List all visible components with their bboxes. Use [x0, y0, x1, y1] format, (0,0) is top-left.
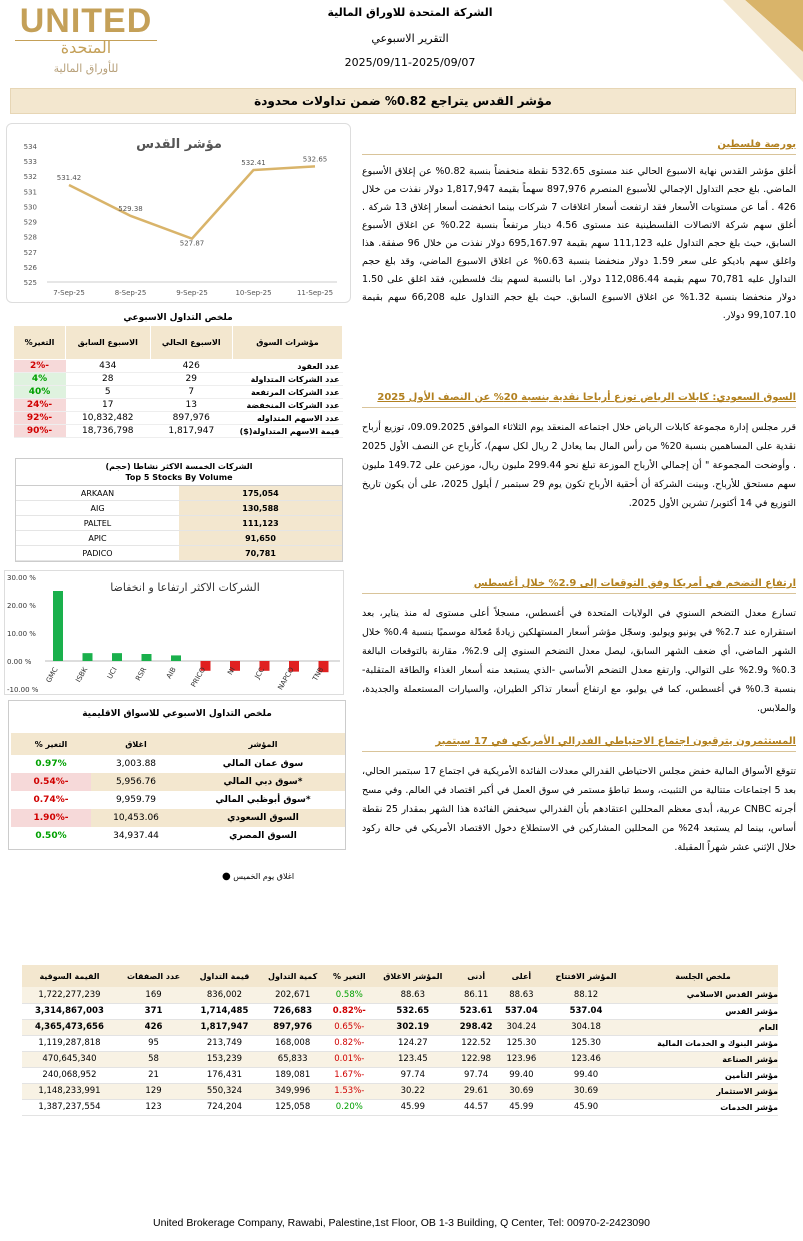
sector-cell: 0.20% [327, 1099, 373, 1115]
table-row [22, 1051, 778, 1067]
report-type: التقرير الاسبوعي [371, 32, 449, 45]
table-row [11, 791, 345, 809]
sector-name: مؤشر الصناعة [628, 1051, 778, 1067]
data-label: 532.41 [241, 159, 266, 168]
table-row [14, 412, 343, 425]
y-tick-label: 0.00 % [7, 658, 32, 666]
table-row [22, 1067, 778, 1083]
y-tick-label: 529 [23, 218, 37, 227]
sector-cell: -1.53% [327, 1083, 373, 1099]
market-close: 3,003.88 [115, 759, 157, 769]
x-tick-label: 8-Sep-25 [114, 289, 147, 297]
table-row [22, 1019, 778, 1035]
table-row [11, 809, 345, 827]
market-name: السوق المصري [229, 831, 297, 841]
current-week: 7 [150, 386, 232, 399]
y-tick-label: -10.00 % [7, 686, 39, 694]
sector-cell: 202,671 [259, 987, 327, 1003]
y-tick-label: 527 [23, 248, 37, 257]
previous-week: 18,736,798 [66, 425, 151, 438]
sector-cell: 304.18 [544, 1019, 628, 1035]
sector-name: مؤشر الاستثمار [628, 1083, 778, 1099]
sector-cell: 88.63 [499, 987, 544, 1003]
sector-cell: 470,645,340 [22, 1051, 117, 1067]
market-change: -1.90% [11, 809, 91, 827]
sector-cell: 1,387,237,554 [22, 1099, 117, 1115]
sector-cell: 45.90 [544, 1099, 628, 1115]
list-item [16, 516, 342, 531]
sector-cell: 1,817,947 [190, 1019, 259, 1035]
col-header: اغلاق [91, 733, 181, 755]
sector-cell: 21 [117, 1067, 190, 1083]
table-row [14, 399, 343, 412]
table-row [11, 755, 345, 773]
sector-cell: 125.30 [544, 1035, 628, 1051]
sector-cell: 1,119,287,818 [22, 1035, 117, 1051]
sector-cell: 123.45 [372, 1051, 454, 1067]
y-tick-label: 528 [23, 233, 37, 242]
market-change: 0.50% [35, 831, 67, 841]
market-close: 34,937.44 [113, 831, 159, 841]
sector-cell: 86.11 [454, 987, 499, 1003]
sector-cell: 189,081 [259, 1067, 327, 1083]
stock-volume: 91,650 [179, 531, 342, 545]
y-tick-label: 525 [23, 279, 37, 287]
company-name: الشركة المتحدة للاوراق المالية [327, 6, 493, 19]
y-tick-label: 533 [23, 158, 37, 167]
sector-cell: 58 [117, 1051, 190, 1067]
sector-cell: 122.52 [454, 1035, 499, 1051]
previous-week: 10,832,482 [66, 412, 151, 425]
sector-cell: 30.22 [372, 1083, 454, 1099]
gainers-losers-chart [4, 570, 344, 695]
sector-cell: 123 [117, 1099, 190, 1115]
sector-cell: 65,833 [259, 1051, 327, 1067]
corner-decoration [723, 0, 803, 82]
top5-title-ar: الشركات الخمسة الاكثر نشاطا (حجم) [105, 462, 253, 471]
table-row [22, 1099, 778, 1115]
y-tick-label: 531 [23, 188, 37, 197]
article-title: المستثمرون يترقبون اجتماع الاحتياطي الفدرالي الأمريكي في 17 سبتمبر [362, 733, 796, 752]
row-label: عدد الشركات المرتفعة [233, 386, 343, 399]
x-tick-label: TNB [311, 666, 326, 683]
x-tick-label: AIB [164, 666, 178, 681]
stock-volume: 175,054 [179, 486, 342, 500]
previous-week: 17 [66, 399, 151, 412]
sector-cell: -1.67% [327, 1067, 373, 1083]
sector-name: العام [628, 1019, 778, 1035]
data-label: 529.38 [118, 204, 143, 213]
list-item [16, 531, 342, 546]
sector-cell: 125,058 [259, 1099, 327, 1115]
table-row [14, 373, 343, 386]
table-row [11, 773, 345, 791]
current-week: 426 [150, 360, 232, 373]
sector-cell: -0.65% [327, 1019, 373, 1035]
stock-symbol: PALTEL [83, 519, 112, 528]
sector-cell: 99.40 [499, 1067, 544, 1083]
col-header: الاسبوع الحالي [150, 326, 232, 360]
sector-cell: 169 [117, 987, 190, 1003]
sector-name: مؤشر البنوك و الخدمات المالية [628, 1035, 778, 1051]
sector-cell: 304.24 [499, 1019, 544, 1035]
footer-address: United Brokerage Company, Rawabi, Palestine,1st Floor, OB 1-3 Building, Q Center, Tel: 00970-2-2423090 [153, 1217, 650, 1229]
market-change: -0.54% [11, 773, 91, 791]
row-label: عدد الاسهم المتداوله [233, 412, 343, 425]
sector-cell: 302.19 [372, 1019, 454, 1035]
sector-cell: 371 [117, 1003, 190, 1019]
sector-cell: 240,068,952 [22, 1067, 117, 1083]
col-header: أعلى [499, 965, 544, 987]
article-palestine [362, 136, 796, 325]
sector-cell: 532.65 [372, 1003, 454, 1019]
market-close: 5,956.76 [91, 773, 181, 791]
col-header: قيمة التداول [190, 965, 259, 987]
series-line [69, 166, 315, 238]
market-close: 9,959.79 [115, 795, 157, 805]
previous-week: 5 [66, 386, 151, 399]
sector-cell: 97.74 [454, 1067, 499, 1083]
top5-volume-table [15, 458, 343, 562]
row-label: عدد العقود [233, 360, 343, 373]
article-fed [362, 733, 796, 857]
sector-cell: 537.04 [499, 1003, 544, 1019]
change-pct: -92% [14, 412, 66, 425]
data-label: 532.65 [302, 155, 328, 164]
bar [83, 653, 93, 661]
article-body: تسارع معدل التضخم السنوي في الولايات المتحدة في أغسطس، مسجلاً أعلى مستوى له منذ يناير، بعد استقراره عند 2.7% في يونيو ويوليو. وسجّل مؤشر أسعار المستهلكين زيادةً مُعدّلة موسميًا بنسبة 0.4% خلال الشهر الماضي، أي ضعف الشهر السابق، ليصل معدل التضخم السنوي إلى 2.9%، مقارنة بالتوقعات البالغة 0.3% و2.9% على التوالي. وارتفع معدل التضخم الأساسي -الذي يستبعد منه أسعار الغذاء والطاقة المتقلبة- بنسبة 0.3% في أغسطس، كما في يوليو، مع ارتفاع أسعار تذاكر الطيران، والسيارات المستعملة والجديدة، والملابس. [362, 608, 797, 714]
sector-cell: 44.57 [454, 1099, 499, 1115]
sector-cell: 153,239 [190, 1051, 259, 1067]
logo-subtitle: للأوراق المالية [53, 62, 119, 75]
article-body: قرر مجلس إدارة مجموعة كابلات الرياض خلال اجتماعه المنعقد يوم الثلاثاء الموافق 09.09.2025، توزيع أرباح نقدية على المساهمين بنسبة 20% من رأس المال بما يعادل 2 ريال لكل سهم)، كأرباح عن النصف الأول 2025 . وأوضحت المجموعة " أن إجمالي الأرباح الموزعة تبلغ نحو 299.44 مليون ريال، موزعين على 149.72 مليون سهم مستحق للأرباح. وبينت الشركة أن أحقية الأرباح تكون يوم 29 سبتمبر / أيلول 2025، على أن يكون تاريخ التوزيع في 14 أكتوبر/ تشرين الأول 2025. [362, 422, 797, 509]
y-tick-label: 530 [23, 203, 37, 212]
market-name: *سوق دبي المالي [181, 773, 345, 791]
col-header: التغير % [327, 965, 373, 987]
regional-table [11, 733, 345, 845]
x-tick-label: 10-Sep-25 [235, 289, 272, 297]
market-change: 0.97% [35, 759, 67, 769]
change-pct: 4% [14, 373, 66, 386]
col-header: مؤشرات السوق [233, 326, 343, 360]
sector-cell: 3,314,867,003 [22, 1003, 117, 1019]
previous-week: 434 [66, 360, 151, 373]
col-header: القيمة السوقية [22, 965, 117, 987]
article-title: بورصة فلسطين [362, 136, 796, 155]
report-dates: 2025/09/11-2025/09/07 [344, 56, 476, 69]
headline-banner: مؤشر القدس يتراجع 0.82% ضمن تداولات محدودة [10, 88, 796, 114]
article-title: السوق السعودي: كابلات الرياض توزع أرباحا نقدية بنسبة 20% عن النصف الأول 2025 [362, 389, 796, 408]
market-change: -0.74% [33, 795, 69, 805]
x-tick-label: GMC [44, 666, 60, 685]
sector-name: مؤشر القدس [628, 1003, 778, 1019]
bar [53, 591, 63, 661]
sector-cell: 726,683 [259, 1003, 327, 1019]
col-header: الاسبوع السابق [66, 326, 151, 360]
sector-cell: -0.82% [327, 1003, 373, 1019]
table-row [14, 360, 343, 373]
sector-cell: 4,365,473,656 [22, 1019, 117, 1035]
article-title: ارتفاع التضخم في أمريكا وفق التوقعات إلى 2.9% خلال أغسطس [362, 575, 796, 594]
current-week: 13 [150, 399, 232, 412]
top5-title-en: Top 5 Stocks By Volume [125, 473, 233, 482]
x-tick-label: PRICO [189, 666, 208, 689]
market-name: سوق عمان المالي [222, 759, 304, 769]
change-pct: -2% [14, 360, 66, 373]
stock-volume: 70,781 [179, 546, 342, 560]
weekly-summary-table [13, 325, 343, 438]
y-tick-label: 10.00 % [7, 630, 36, 638]
row-label: عدد الشركات المنخفضة [233, 399, 343, 412]
regional-title: ملخص التداول الاسبوعي للاسواق الاقليمية [82, 709, 272, 719]
sector-cell: 95 [117, 1035, 190, 1051]
y-tick-label: 532 [23, 173, 37, 182]
article-saudi [362, 389, 796, 513]
sector-cell: 349,996 [259, 1083, 327, 1099]
x-tick-label: 7-Sep-25 [53, 289, 85, 297]
col-header: المؤشر الاغلاق [372, 965, 454, 987]
x-tick-label: UCI [105, 666, 119, 681]
sector-cell: 897,976 [259, 1019, 327, 1035]
sector-cell: -0.01% [327, 1051, 373, 1067]
sector-cell: 99.40 [544, 1067, 628, 1083]
logo-arabic: المتحدة [60, 38, 112, 57]
sector-cell: -0.82% [327, 1035, 373, 1051]
list-item [16, 546, 342, 561]
weekly-summary-title: ملخص التداول الاسبوعي [123, 313, 233, 323]
sector-cell: 129 [117, 1083, 190, 1099]
col-header: عدد الصفقات [117, 965, 190, 987]
sector-cell: 176,431 [190, 1067, 259, 1083]
sector-cell: 123.96 [499, 1051, 544, 1067]
sector-cell: 0.58% [327, 987, 373, 1003]
sector-cell: 1,148,233,991 [22, 1083, 117, 1099]
row-label: قيمة الاسهم المتداولة($) [233, 425, 343, 438]
sector-cell: 550,324 [190, 1083, 259, 1099]
current-week: 29 [150, 373, 232, 386]
market-close: 10,453.06 [91, 809, 181, 827]
x-tick-label: 9-Sep-25 [176, 289, 208, 297]
x-tick-label: 11-Sep-25 [296, 289, 334, 297]
stock-symbol: AIG [90, 504, 105, 513]
col-header: المؤشر [181, 733, 345, 755]
x-tick-label: NAPCO [276, 666, 296, 692]
col-header: كمية التداول [259, 965, 327, 987]
sector-cell: 88.12 [544, 987, 628, 1003]
sector-cell: 122.98 [454, 1051, 499, 1067]
sector-cell: 426 [117, 1019, 190, 1035]
y-tick-label: 20.00 % [7, 602, 36, 610]
article-inflation [362, 575, 796, 718]
change-pct: 40% [14, 386, 66, 399]
sector-cell: 523.61 [454, 1003, 499, 1019]
y-tick-label: 534 [23, 143, 37, 151]
x-tick-label: ISBK [74, 666, 90, 684]
sector-name: مؤشر التأمين [628, 1067, 778, 1083]
sector-summary-table [22, 965, 778, 1116]
sector-cell: 537.04 [544, 1003, 628, 1019]
x-tick-label: JCC [253, 666, 267, 681]
market-name: *سوق أبوظبي المالي [215, 795, 311, 805]
chart-title: مؤشر القدس [136, 137, 222, 152]
row-label: عدد الشركات المتداولة [233, 373, 343, 386]
article-body: تتوقع الأسواق المالية خفض مجلس الاحتياطي الفدرالي معدلات الفائدة الأمريكية في اجتماع 17 سبتمبر الحالي، بعد 5 اجتماعات متتالية من التثبيت، وسط تباطؤ مستمر في سوق العمل في أكبر اقتصاد في العالم. وفي مسح أجرته CNBC عربية، أبدى معظم المحللين اعتقادهم بأن الفدرالي سيخفض الفائدة هذا الشهر بمقدار 25 نقطة أساس، بينما لم يستبعد 24% من المحللين المشاركين في الاستطلاع دخول الاقتصاد الأمريكي في حالة ركود خلال الإثني عشر شهراً المقبلة. [362, 766, 797, 853]
x-tick-label: NI [226, 666, 237, 677]
stock-symbol: PADICO [82, 549, 113, 558]
regional-note: اغلاق يوم الخميس ● [222, 871, 295, 882]
bar [112, 653, 122, 661]
sector-name: مؤشر الخدمات [628, 1099, 778, 1115]
sector-cell: 836,002 [190, 987, 259, 1003]
stock-volume: 111,123 [179, 516, 342, 530]
stock-volume: 130,588 [179, 501, 342, 515]
change-pct: -24% [14, 399, 66, 412]
logo-wordmark: UNITED [19, 2, 153, 40]
quds-index-chart [6, 123, 351, 303]
sector-cell: 45.99 [499, 1099, 544, 1115]
change-pct: -90% [14, 425, 66, 438]
bar [142, 654, 152, 661]
table-row [11, 827, 345, 845]
sector-cell: 298.42 [454, 1019, 499, 1035]
table-row [14, 386, 343, 399]
sector-cell: 724,204 [190, 1099, 259, 1115]
table-row [22, 1083, 778, 1099]
sector-cell: 30.69 [499, 1083, 544, 1099]
sector-cell: 124.27 [372, 1035, 454, 1051]
col-header: التغير % [11, 733, 91, 755]
sector-cell: 1,722,277,239 [22, 987, 117, 1003]
y-tick-label: 30.00 % [7, 574, 36, 582]
market-name: السوق السعودي [181, 809, 345, 827]
sector-cell: 168,008 [259, 1035, 327, 1051]
previous-week: 28 [66, 373, 151, 386]
stock-symbol: ARKAAN [80, 489, 115, 498]
bar [171, 655, 181, 661]
stock-symbol: APIC [88, 534, 107, 543]
table-row [22, 1003, 778, 1019]
sector-cell: 45.99 [372, 1099, 454, 1115]
data-label: 527.87 [179, 239, 205, 248]
x-tick-label: RSR [134, 666, 149, 683]
current-week: 897,976 [150, 412, 232, 425]
article-body: أغلق مؤشر القدس نهاية الاسبوع الحالي عند مستوى 532.65 نقطة منخفضاً بنسبة 0.82% عن إغلاق الأسبوع الماضي. بلغ حجم التداول الإجمالي للأسبوع المنصرم 897,976 سهماً بقيمة 1,817,947 دولار نفذت من خلال 426 . أما عن مستويات الأسعار فقد ارتفعت أسعار اغلاقات 7 شركات بينما انخفضت أسعار إغلاق 13 شركة . أغلق سهم شركة الاتصالات الفلسطينية عند مستوى 4.56 دينار مرتفعاً بنسبة 0.22% عن اغلاق الأسبوع السابق، حيث بلغ حجم التداول عليه 111,123 سهم بقيمة 695,167.97 دولار نفذت من خلال 96 صفقة. هذا واغلق سهم باديكو على سعر 1.59 دولار منخفضا بنسبة 0.63% عن اغلاق الاسبوع الماضي، وقد بلغ حجم التداول عليه 70,781 سهم بقيمة 112,086.44 دولار. اما بالنسبة لسهم بنك فلسطين، فقد اغلق على 1.50 دولار منخفضا بنسبة 1.32% عن اغلاق الاسبوع السابق. حيث بلغ حجم التداول عليه 66,208 سهم بقيمة 99,107.10 دولار. [362, 166, 797, 321]
table-row [14, 425, 343, 438]
col-header: التغير% [14, 326, 66, 360]
sector-cell: 123.46 [544, 1051, 628, 1067]
sector-cell: 97.74 [372, 1067, 454, 1083]
list-item [16, 501, 342, 516]
y-tick-label: 526 [23, 263, 37, 272]
sector-cell: 30.69 [544, 1083, 628, 1099]
sector-cell: 88.63 [372, 987, 454, 1003]
data-label: 531.42 [56, 173, 82, 182]
sector-name: مؤشر القدس الاسلامي [628, 987, 778, 1003]
regional-markets-box [8, 700, 346, 850]
sector-cell: 125.30 [499, 1035, 544, 1051]
current-week: 1,817,947 [150, 425, 232, 438]
list-item [16, 486, 342, 501]
chart-title: الشركات الاكثر ارتفاعا و انخفاضا [110, 581, 260, 594]
sector-cell: 213,749 [190, 1035, 259, 1051]
sector-cell: 1,714,485 [190, 1003, 259, 1019]
col-header: أدنى [454, 965, 499, 987]
sector-cell: 29.61 [454, 1083, 499, 1099]
table-row [22, 1035, 778, 1051]
table-row [22, 987, 778, 1003]
col-header: المؤشر الافتتاح [544, 965, 628, 987]
col-header: ملخص الجلسة [628, 965, 778, 987]
